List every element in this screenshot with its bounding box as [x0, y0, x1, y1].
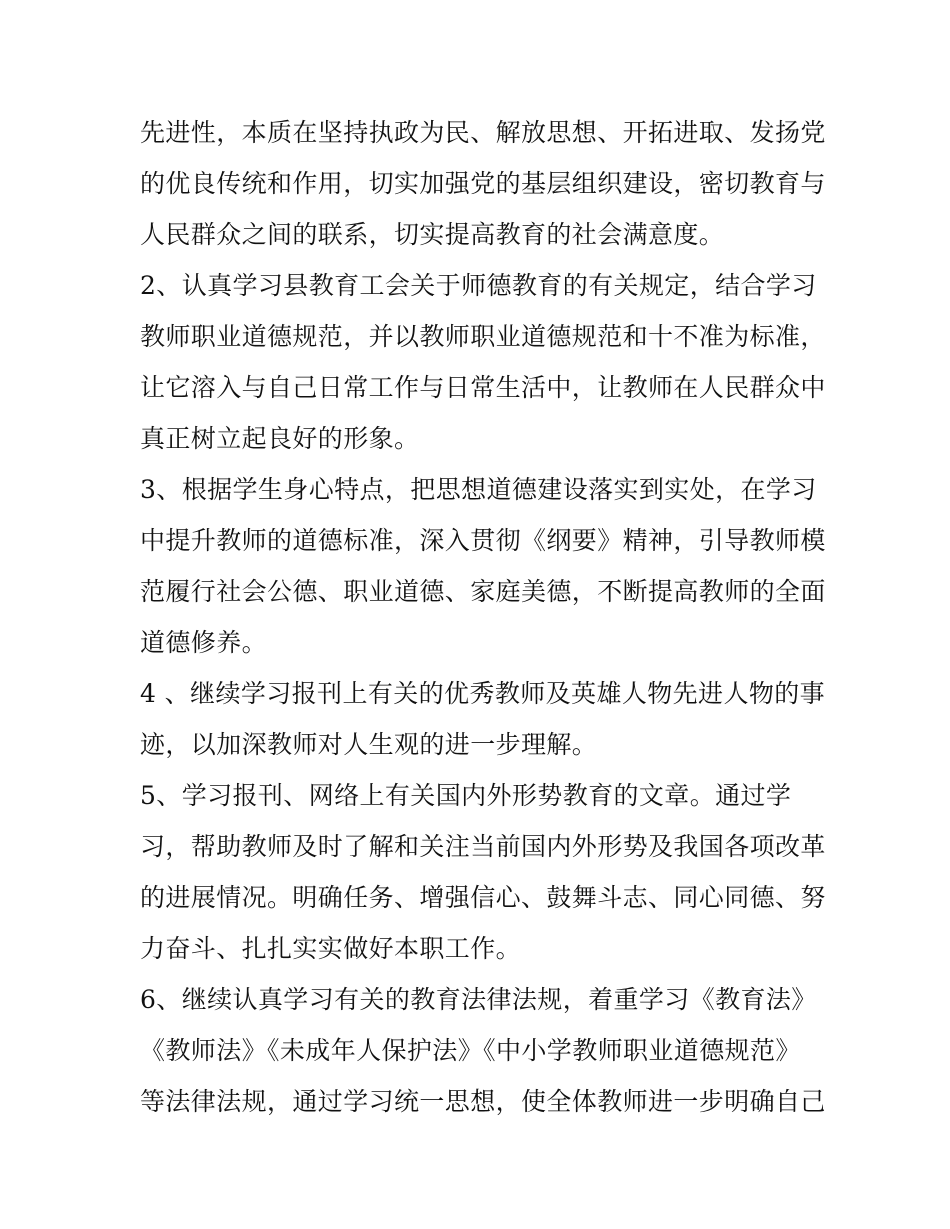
- text-line: 等法律法规，通过学习统一思想，使全体教师进一步明确自己: [140, 1087, 826, 1116]
- text-line: 2、认真学习县教育工会关于师德教育的有关规定，结合学习: [140, 271, 817, 300]
- text-line: 中提升教师的道德标准，深入贯彻《纲要》精神，引导教师模: [140, 526, 826, 555]
- text-line: 范履行社会公德、职业道德、家庭美德，不断提高教师的全面: [140, 577, 826, 606]
- text-line: 5、学习报刊、网络上有关国内外形势教育的文章。通过学: [140, 781, 792, 810]
- text-line: 力奋斗、扎扎实实做好本职工作。: [140, 934, 522, 963]
- text-line: 教师职业道德规范，并以教师职业道德规范和十不准为标准，: [140, 322, 826, 351]
- text-line: 的进展情况。明确任务、增强信心、鼓舞斗志、同心同德、努: [140, 883, 826, 912]
- text-line: 道德修养。: [140, 628, 268, 657]
- text-line: 《教师法》《未成年人保护法》《中小学教师职业道德规范》: [140, 1036, 801, 1065]
- text-line: 习，帮助教师及时了解和关注当前国内外形势及我国各项改革: [140, 832, 826, 861]
- text-line: 迹，以加深教师对人生观的进一步理解。: [140, 730, 598, 759]
- text-line: 的优良传统和作用，切实加强党的基层组织建设，密切教育与: [140, 169, 826, 198]
- text-line: 4 、继续学习报刊上有关的优秀教师及英雄人物先进人物的事: [140, 679, 826, 708]
- text-line: 真正树立起良好的形象。: [140, 424, 420, 453]
- text-line: 6、继续认真学习有关的教育法律法规，着重学习《教育法》: [140, 985, 817, 1014]
- document-body: [140, 107, 826, 1127]
- text-line: 3、根据学生身心特点，把思想道德建设落实到实处，在学习: [140, 475, 817, 504]
- text-line: 人民群众之间的联系，切实提高教育的社会满意度。: [140, 220, 725, 249]
- text-line: 让它溶入与自己日常工作与日常生活中，让教师在人民群众中: [140, 373, 826, 402]
- text-line: 先进性，本质在坚持执政为民、解放思想、开拓进取、发扬党: [140, 118, 826, 147]
